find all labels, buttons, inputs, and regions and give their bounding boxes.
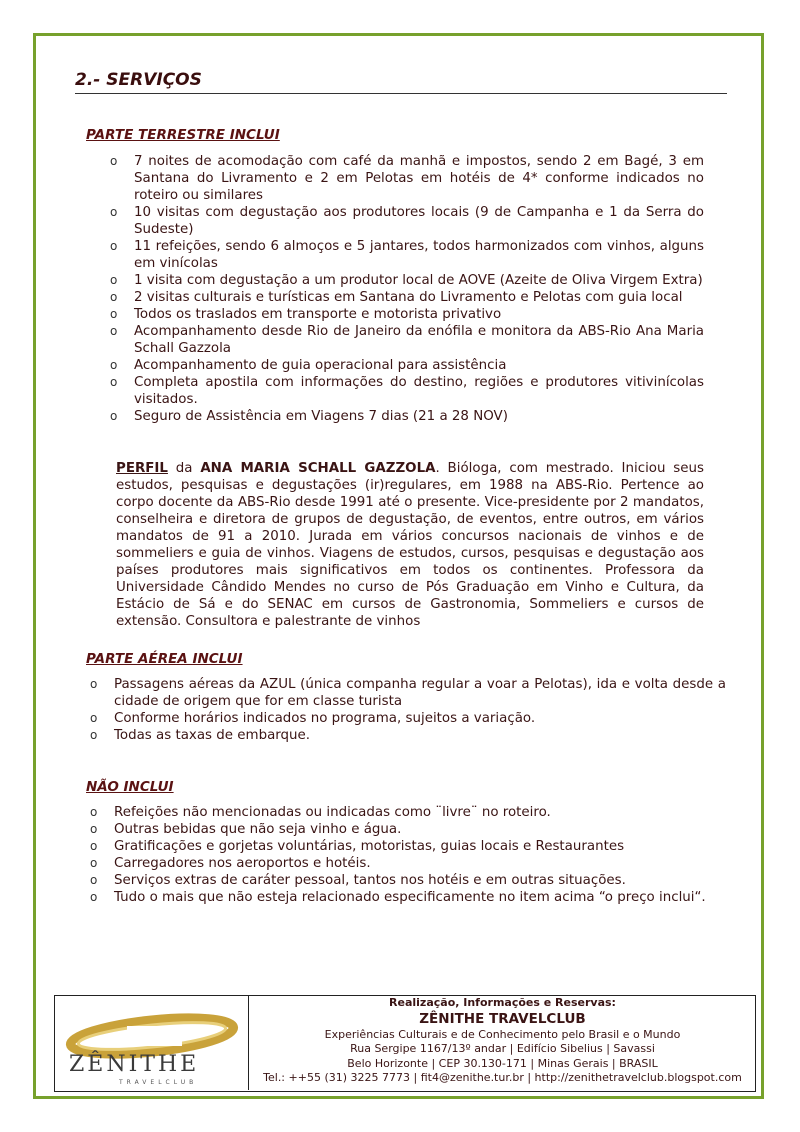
terrestre-heading: PARTE TERRESTRE INCLUI [86,127,280,143]
list-item: o Serviços extras de caráter pessoal, tantos nos hotéis e em outras situações. [90,873,626,888]
aerea-heading: PARTE AÉREA INCLUI [86,651,243,667]
list-item: o Completa apostila com informações do destino, regiões e produtores vitivinícolas visitados. [110,375,704,407]
logo-subtext: TRAVELCLUB [119,1079,198,1086]
bullet-icon: o [110,273,118,287]
footer-address-1: Rua Sergipe 1167/13º andar | Edifício Sibelius | Savassi [350,1042,655,1055]
footer-tagline: Experiências Culturais e de Conhecimento pelo Brasil e o Mundo [324,1027,681,1041]
bullet-icon: o [110,154,118,168]
list-item: o Seguro de Assistência em Viagens 7 dias (21 a 28 NOV) [110,409,508,424]
bullet-icon: o [90,805,98,819]
bullet-icon: o [110,290,118,304]
list-item: o Gratificações e gorjetas voluntárias, motoristas, guias locais e Restaurantes [90,839,625,854]
list-item: o Acompanhamento desde Rio de Janeiro da enófila e monitora da ABS-Rio Ana Maria Schall Gazzola [110,324,704,356]
logo-wordmark: ZÊNITHE [69,1052,200,1077]
bullet-icon: o [110,239,118,253]
profile-name: ANA MARIA SCHALL GAZZOLA [200,461,436,476]
list-item: o 10 visitas com degustação aos produtores locais (9 de Campanha e 1 da Serra do Sudeste) [110,205,704,237]
bullet-icon: o [90,711,98,725]
list-item: o Conforme horários indicados no programa, sujeitos a variação. [90,711,536,726]
bullet-icon: o [110,324,118,338]
nao-inclui-list [90,804,730,906]
bullet-icon: o [90,890,98,904]
list-item: o 1 visita com degustação a um produtor local de AOVE (Azeite de Oliva Virgem Extra) [110,273,703,288]
bullet-icon: o [110,358,118,372]
terrestre-list [110,153,704,425]
list-item: o 11 refeições, sendo 6 almoços e 5 jantares, todos harmonizados com vinhos, alguns em vinícolas [110,239,704,271]
section-title: 2.- SERVIÇOS [75,70,727,94]
list-item: o 7 noites de acomodação com café da manhã e impostos, sendo 2 em Bagé, 3 em Santana do Livramento e 2 em Pelotas em hotéis de 4* conforme indicados no roteiro ou similares [110,154,704,203]
aerea-list [90,676,726,744]
list-item: o Todas as taxas de embarque. [90,728,311,743]
list-item: o Outras bebidas que não seja vinho e água. [90,822,402,837]
bullet-icon: o [90,873,98,887]
bullet-icon: o [110,375,118,389]
footer-box [54,995,756,1092]
bullet-icon: o [110,307,118,321]
profile-label: PERFIL [116,461,168,476]
list-item: o Carregadores nos aeroportos e hotéis. [90,856,371,871]
bullet-icon: o [90,822,98,836]
list-item: o Acompanhamento de guia operacional para assistência [110,358,507,373]
bullet-icon: o [90,839,98,853]
list-item: o Passagens aéreas da AZUL (única companha regular a voar a Pelotas), ida e volta desde a cidade de origem que for em classe turista [90,677,726,709]
footer-contact: Tel.: ++55 (31) 3225 7773 | fit4@zenithe.tur.br | http://zenithetravelclub.blogspot.com [263,1071,742,1084]
footer-address-2: Belo Horizonte | CEP 30.130-171 | Minas Gerais | BRASIL [347,1056,658,1070]
bullet-icon: o [90,728,98,742]
footer-header: Realização, Informações e Reservas: [389,996,616,1009]
profile-text: . Bióloga, com mestrado. Iniciou seus estudos, pesquisas e degustações (ir)regulares, em 1988 na ABS-Rio. Pertence ao corpo docente da ABS-Rio desde 1991 até o presente. Vice-presidente por 2 mandatos, conselheira e diretora de grupos de degustação, de eventos, entre outros, em vários mandatos de 91 a 2010. Jurada em vários concursos nacionais de vinhos e de sommeliers e guia de vinhos. Viagens de estudos, cursos, pesquisas e degustação aos países produtores mais significativos em todos os continentes. Professora da Universidade Cândido Mendes no curso de Pós Graduação em Vinho e Cultura, da Estácio de Sá e do SENAC em cursos de Gastronomia, Sommeliers e cursos de extensão. Consultora e palestrante de vinhos [116,461,704,629]
list-item: o Tudo o mais que não esteja relacionado especificamente no item acima “o preço inclui“. [90,890,706,905]
footer-brand: ZÊNITHE TRAVELCLUB [419,1010,586,1027]
bullet-icon: o [110,205,118,219]
footer-info [250,996,755,1086]
bullet-icon: o [110,409,118,423]
list-item: o Todos os traslados em transporte e motorista privativo [110,307,502,322]
profile-paragraph: PERFIL da ANA MARIA SCHALL GAZZOLA. Bióloga, com mestrado. Iniciou seus estudos, pesquisas e degustações (ir)regulares, em 1988 na ABS-Rio. Pertence ao corpo docente da ABS-Rio desde 1991 até o presente. Vice-presidente por 2 mandatos, conselheira e diretora de grupos de degustação, de eventos, entre outros, em vários mandatos de 91 a 2010. Jurada em vários concursos nacionais de vinhos e de sommeliers e guia de vinhos. Viagens de estudos, cursos, pesquisas e degustação aos países produtores mais significativos em todos os continentes. Professora da Universidade Cândido Mendes no curso de Pós Graduação em Vinho e Cultura, da Estácio de Sá e do SENAC em cursos de Gastronomia, Sommeliers e cursos de extensão. Consultora e palestrante de vinhos [116,461,704,629]
nao-inclui-heading: NÃO INCLUI [86,779,174,795]
list-item: o Refeições não mencionadas ou indicadas como ¨livre¨ no roteiro. [90,805,551,820]
bullet-icon: o [90,677,98,691]
bullet-icon: o [90,856,98,870]
list-item: o 2 visitas culturais e turísticas em Santana do Livramento e Pelotas com guia local [110,290,683,305]
zenithe-logo [55,996,249,1090]
